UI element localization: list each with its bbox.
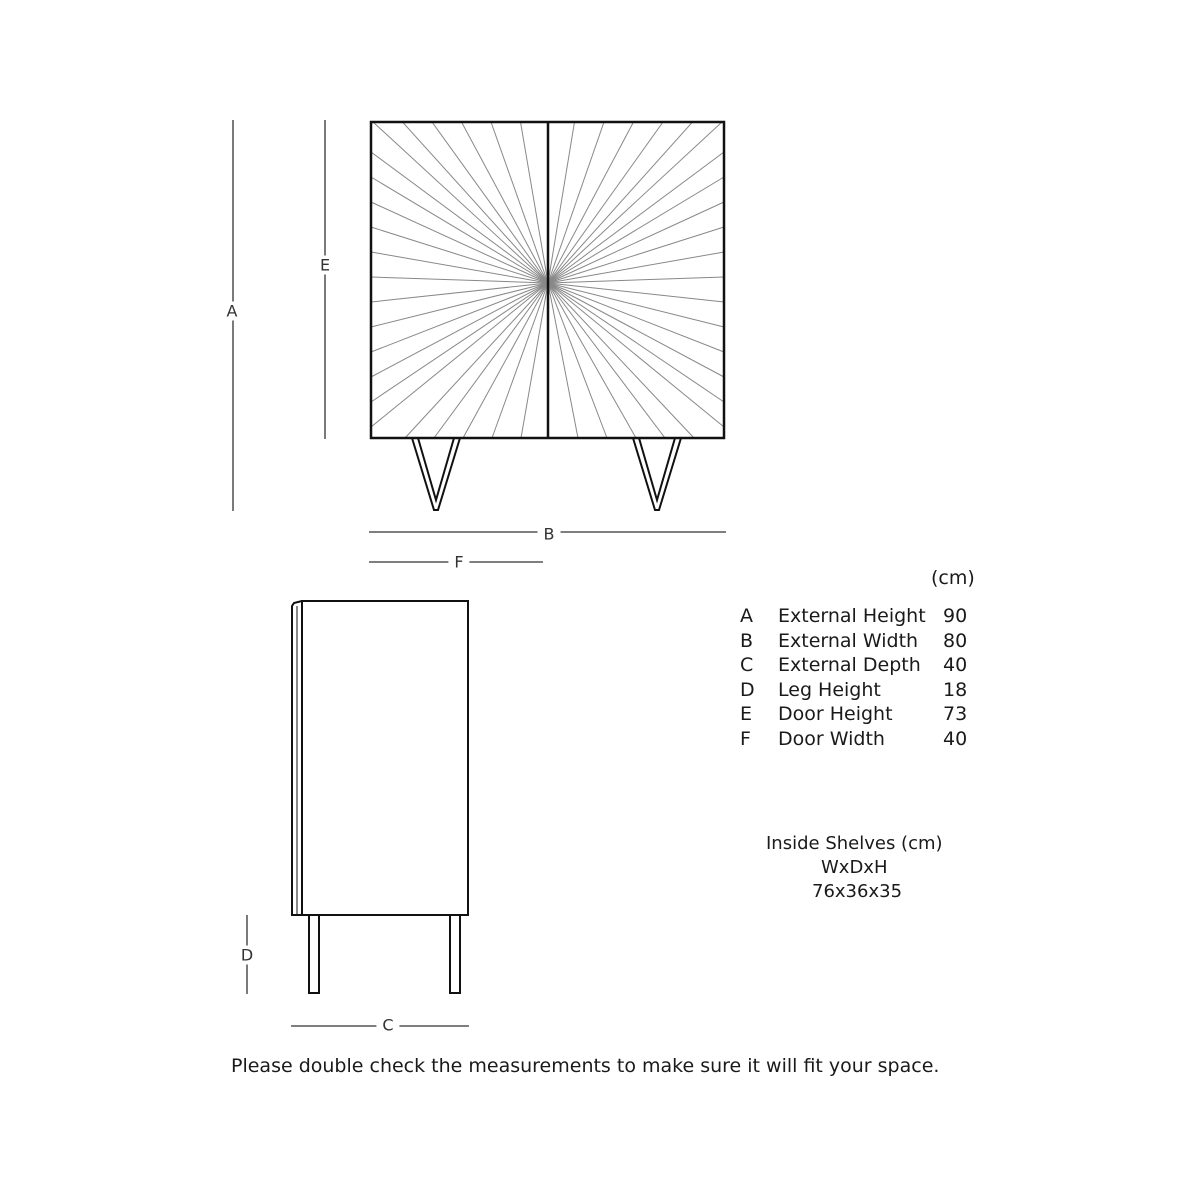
measurement-value: 40 (943, 654, 968, 676)
dimension-label-e: E (314, 256, 336, 275)
footer-note: Please double check the measurements to make sure it will fit your space. (231, 1055, 940, 1077)
measurement-key: A (740, 605, 753, 627)
sunburst-ray (521, 122, 549, 283)
measurement-value: 73 (943, 703, 968, 725)
measurement-value: 90 (943, 605, 968, 627)
sunburst-ray (548, 283, 694, 438)
measurement-key: B (740, 629, 754, 652)
sunburst-ray (462, 122, 549, 283)
sunburst-ray (548, 122, 604, 283)
sunburst-ray (405, 283, 548, 438)
sunburst-ray (432, 122, 548, 283)
measurement-value: 80 (943, 629, 968, 652)
measurement-name: External Height (778, 605, 926, 627)
measurement-key: F (740, 727, 751, 750)
sunburst-ray (434, 283, 548, 438)
sunburst-ray (371, 283, 548, 402)
measurement-name: Door Height (778, 703, 893, 725)
unit-header: (cm) (931, 567, 975, 589)
sunburst-ray (548, 283, 724, 302)
sunburst-ray (548, 283, 724, 402)
sunburst-ray (373, 122, 548, 283)
sunburst-ray (371, 283, 548, 302)
dimension-lines (233, 120, 726, 1026)
dimension-label-c: C (376, 1016, 399, 1035)
measurement-key: D (740, 678, 755, 701)
dimension-label-f: F (448, 553, 469, 572)
sunburst-ray (548, 122, 663, 283)
measurement-name: External Width (778, 629, 919, 652)
sunburst-ray (463, 283, 548, 438)
sunburst-ray (521, 283, 548, 438)
measurement-name: Door Width (778, 727, 885, 750)
measurement-name: External Depth (778, 654, 921, 676)
dimension-label-b: B (538, 525, 561, 544)
sunburst-ray (548, 152, 724, 283)
inside-shelves-value: 76x36x35 (812, 881, 903, 902)
front-legs (412, 438, 681, 510)
dimension-label-a: A (221, 302, 244, 321)
sunburst-ray (371, 227, 548, 283)
sunburst-ray (371, 152, 548, 283)
sunburst-ray (548, 283, 578, 438)
sunburst-ray (371, 283, 548, 352)
sunburst-ray (403, 122, 549, 283)
measurement-value: 18 (943, 678, 968, 701)
measurement-key: C (740, 654, 754, 676)
sunburst-ray (548, 122, 722, 283)
measurement-value: 40 (943, 727, 968, 750)
sunburst-ray (491, 122, 548, 283)
dimension-label-d: D (235, 946, 259, 965)
measurement-key: E (740, 703, 753, 725)
sunburst-ray (371, 202, 548, 283)
sunburst-ray (548, 283, 607, 438)
sunburst-ray (371, 283, 548, 377)
side-view-cabinet (292, 601, 468, 993)
inside-shelves-title: Inside Shelves (cm) (766, 833, 943, 854)
inside-shelves-format: WxDxH (821, 857, 888, 878)
sunburst-ray (548, 227, 724, 283)
measurement-name: Leg Height (778, 678, 881, 701)
sunburst-ray (548, 202, 724, 283)
